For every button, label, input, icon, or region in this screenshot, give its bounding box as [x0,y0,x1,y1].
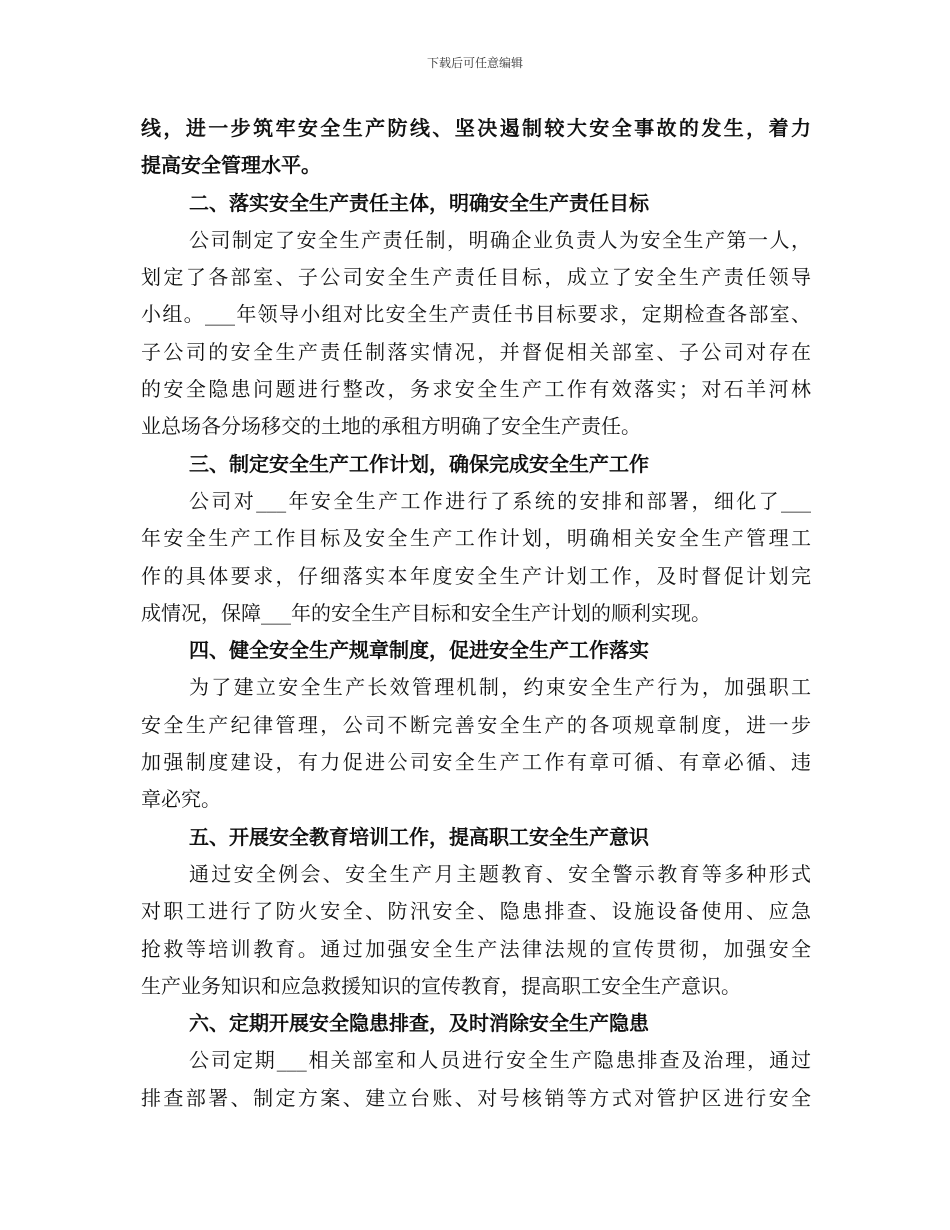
intro-line: 线，进一步筑牢安全生产防线、坚决遏制较大安全事故的发生，着力 [141,116,811,140]
paragraph-line: 通过安全例会、安全生产月主题教育、安全警示教育等多种形式 [189,861,811,886]
page-header: 下载后可任意编辑 [426,56,523,70]
section-heading: 二、落实安全生产责任主体，明确安全生产责任目标 [189,190,649,215]
paragraph-line: 作的具体要求，仔细落实本年度安全生产计划工作，及时督促计划完 [141,563,811,588]
paragraph-line: 安全生产纪律管理，公司不断完善安全生产的各项规章制度，进一步 [141,712,811,737]
paragraph-line: 成情况，保障___年的安全生产目标和安全生产计划的顺利实现。 [141,600,711,625]
paragraph-line: 抢救等培训教育。通过加强安全生产法律法规的宣传贯彻，加强安全 [141,936,811,961]
paragraph-line: 对职工进行了防火安全、防汛安全、隐患排查、设施设备使用、应急 [141,899,811,924]
paragraph-line: 的安全隐患问题进行整改，务求安全生产工作有效落实；对石羊河林 [141,377,811,402]
paragraph-line: 加强制度建设，有力促进公司安全生产工作有章可循、有章必循、违 [141,750,811,775]
paragraph-line: 公司定期___相关部室和人员进行安全生产隐患排查及治理，通过 [189,1048,811,1073]
paragraph-line: 为了建立安全生产长效管理机制，约束安全生产行为，加强职工 [189,675,811,700]
paragraph-line: 小组。___年领导小组对比安全生产责任书目标要求，定期检查各部室、 [141,302,811,327]
paragraph-line: 公司对___年安全生产工作进行了系统的安排和部署，细化了___ [189,488,811,513]
section-heading: 三、制定安全生产工作计划，确保完成安全生产工作 [189,451,649,476]
paragraph-line: 子公司的安全生产责任制落实情况，并督促相关部室、子公司对存在 [141,339,811,364]
paragraph-line: 业总场各分场移交的土地的承租方明确了安全生产责任。 [141,414,641,439]
paragraph-line: 年安全生产工作目标及安全生产工作计划，明确相关安全生产管理工 [141,526,811,551]
section-heading: 六、定期开展安全隐患排查，及时消除安全生产隐患 [189,1011,649,1036]
paragraph-line: 公司制定了安全生产责任制，明确企业负责人为安全生产第一人， [189,227,811,252]
paragraph-line: 章必究。 [141,787,221,812]
paragraph-line: 排查部署、制定方案、建立台账、对号核销等方式对管护区进行安全 [141,1085,811,1110]
document-body [141,110,811,1117]
section-heading: 四、健全安全生产规章制度，促进安全生产工作落实 [189,638,649,663]
paragraph-line: 生产业务知识和应急救援知识的宣传教育，提高职工安全生产意识。 [141,973,741,998]
paragraph-line: 划定了各部室、子公司安全生产责任目标，成立了安全生产责任领导 [141,265,811,290]
section-heading: 五、开展安全教育培训工作，提高职工安全生产意识 [189,824,649,849]
intro-line: 提高安全管理水平。 [141,153,321,178]
